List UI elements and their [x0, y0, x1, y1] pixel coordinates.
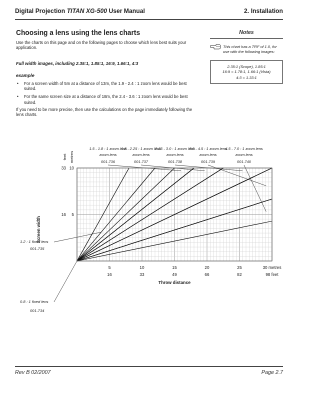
y-tick-label-metres: 10 [69, 165, 74, 171]
lens-label-zoom: zoom lens [199, 153, 217, 157]
intro-paragraph: Use the charts on this page and on the following pages to choose which lens best suits your application. [16, 40, 187, 51]
lens-label: 1.2 : 1 fixed lens [20, 239, 49, 244]
lens-label: 3.0 - 4.5 : 1 zoom lens [189, 147, 227, 151]
lens-part-number: 001-738 [168, 160, 182, 164]
y-tick-label-feet: 16 [61, 212, 66, 217]
x-tick-label-metres: 10 [139, 265, 145, 270]
x-tick-label-feet: 16 [107, 272, 112, 277]
page-header [15, 8, 283, 18]
x-tick-label-feet: 66 [204, 272, 210, 277]
ratio-line: 2.35:1 (Scope), 1.85:1 [227, 64, 266, 69]
example-list [16, 81, 196, 108]
x-tick-label-feet: 49 [172, 272, 177, 277]
precision-paragraph: If you need to be more precise, then use the calculations on the page immediately following the lens charts. [16, 107, 193, 118]
revision-label: Rev B 02/2007 [15, 370, 51, 376]
ratio-line: 16:9 = 1.78:1, 1.66:1 (Vista) [222, 69, 271, 75]
footer-rule [15, 366, 283, 367]
x-tick-label-metres: 25 [237, 265, 242, 270]
ratio-line: 4:3 = 1.33:1 [236, 74, 257, 80]
x-tick-label-metres: 15 [172, 265, 177, 270]
lens-chart [0, 140, 300, 360]
y-tick-label-feet: 33 [61, 165, 66, 171]
chart-axes [36, 151, 281, 285]
lens-leader-line [54, 232, 93, 302]
pointing-hand-icon [210, 43, 221, 50]
notes-title: Notes [210, 30, 283, 39]
header-rule [15, 19, 283, 20]
lens-part-number: 001-735 [30, 246, 45, 251]
lens-label: 2.25 - 3.0 : 1 zoom lens [155, 147, 195, 151]
aspect-ratio-box [210, 60, 283, 84]
lens-label: 0.8 : 1 fixed lens [20, 299, 49, 304]
lens-label-zoom: zoom lens [99, 153, 117, 157]
lens-label: 1.5 - 1.8 : 1 zoom lens [89, 147, 127, 151]
y-tick-label-metres: 5 [71, 212, 74, 217]
manual-title: Digital Projection TITAN XG-500 User Manual [15, 8, 145, 15]
x-tick-label-metres: 5 [108, 265, 111, 270]
page-number: Page 2.7 [261, 370, 283, 376]
list-item: • For the same screen size at a distance of 18m, the 2.4 - 3.6 : 1 zoom lens would be best suited. [16, 94, 196, 104]
lens-part-number: 001-734 [30, 308, 45, 313]
lens-label: 4.5 - 7.0 : 1 zoom lens [225, 147, 263, 151]
x-tick-label-feet: 82 [237, 272, 242, 277]
y-unit-metres: metres [69, 150, 74, 164]
example-label: example [16, 73, 35, 78]
list-item: • For a screen width of 5m at a distance of 13m, the 1.9 - 2.4 : 1 zoom lens would be best suited. [16, 81, 196, 91]
lens-label-zoom: zoom lens [235, 153, 253, 157]
x-tick-label-feet: 98 feet [265, 272, 279, 277]
product-brand: TITAN XG-500 [66, 8, 107, 15]
lens-part-number: 001-740 [237, 160, 251, 164]
notes-panel [210, 30, 283, 84]
lens-part-number: 001-737 [134, 160, 148, 164]
lens-part-number: 001-739 [201, 160, 215, 164]
chapter-title: 2. Installation [244, 8, 283, 15]
y-unit-feet: feet [62, 153, 67, 161]
y-axis-title: Screen width [36, 216, 41, 243]
x-tick-label-feet: 33 [139, 272, 145, 277]
lens-label-zoom: zoom lens [132, 153, 150, 157]
lens-label-zoom: zoom lens [166, 153, 184, 157]
section-title: Choosing a lens using the lens charts [16, 30, 141, 37]
lens-part-number: 001-736 [101, 160, 115, 164]
full-width-subheading: Full width images, including 2.35:1, 1.85:1, 16:9, 1.66:1, 4:3 [16, 61, 139, 66]
notes-body: This chart has a TRF of 1.0, for use with the following images: [210, 44, 283, 54]
x-tick-label-metres: 30 metres [262, 265, 282, 270]
x-tick-label-metres: 20 [204, 265, 210, 270]
x-axis-title: Throw distance [158, 280, 191, 285]
lens-label: 1.8 - 2.25 : 1 zoom lens [121, 147, 161, 151]
